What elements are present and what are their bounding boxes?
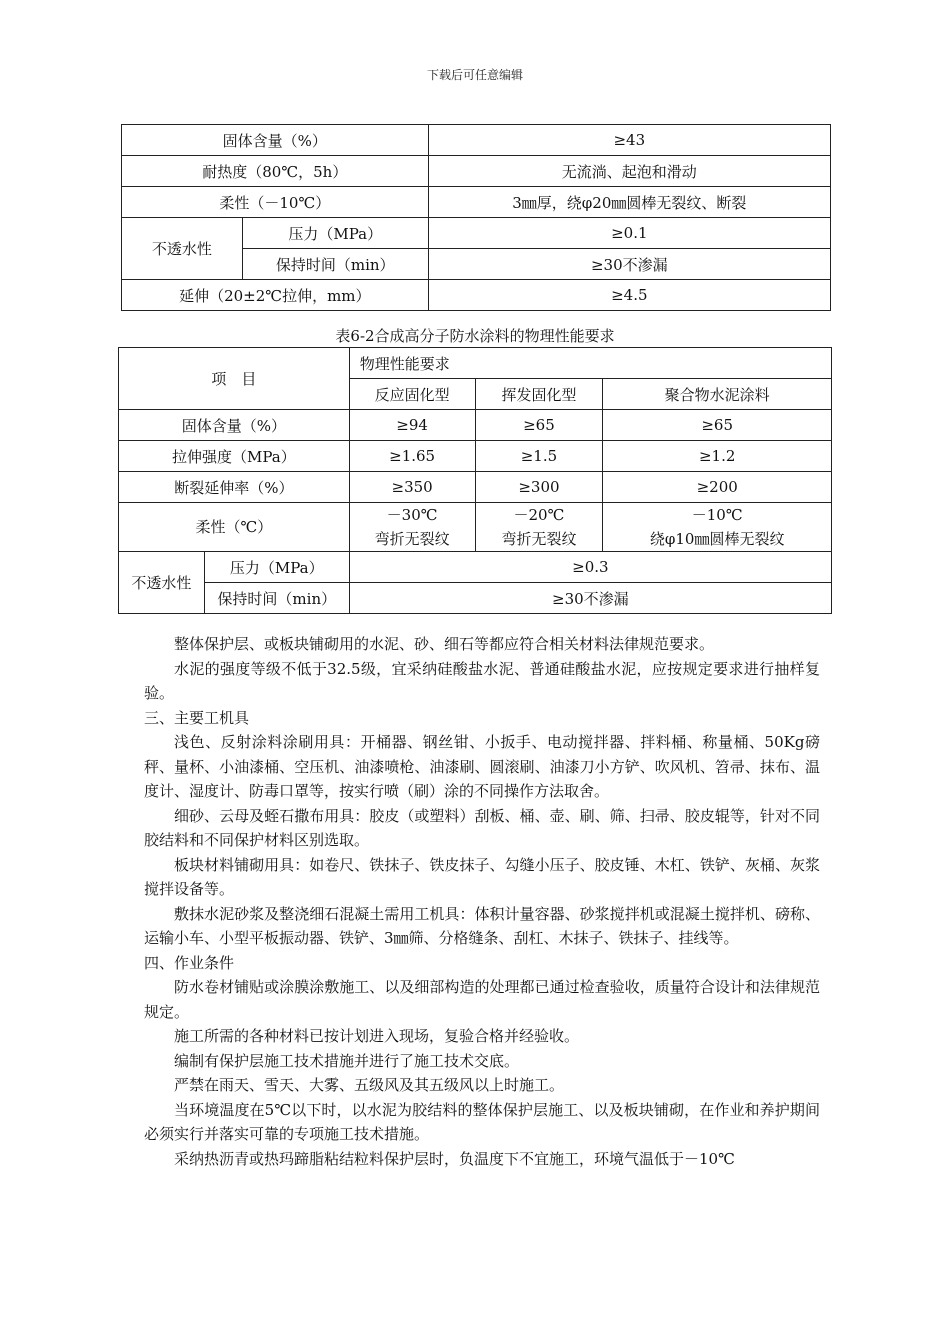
- cell-value: ≥350: [349, 472, 475, 503]
- table-row: [122, 156, 831, 187]
- time-label: 保持时间（min）: [242, 249, 428, 280]
- flex-value: [349, 503, 475, 552]
- paragraph: 细砂、云母及蛭石撒布用具：胶皮（或塑料）刮板、桶、壶、刷、筛、扫帚、胶皮辊等，针对不同胶结料和不同保护材料区别选取。: [144, 806, 820, 849]
- row-label: 固体含量（%）: [122, 125, 429, 156]
- cell-value: ≥65: [603, 410, 832, 441]
- elongation-value: ≥4.5: [428, 280, 830, 311]
- paragraph: 浅色、反射涂料涂刷用具：开桶器、钢丝钳、小扳手、电动搅拌器、拌料桶、称量桶、50Kg磅秤、量杯、小油漆桶、空压机、油漆喷枪、油漆刷、圆滚刷、油漆刀小方铲、吹风机、笤帚、抹布、温度计、湿度计、防毒口罩等，按实行喷（刷）涂的不同操作方法取舍。: [144, 733, 820, 800]
- paragraph: 敷抹水泥砂浆及整浇细石混凝土需用工机具：体积计量容器、砂浆搅拌机或混凝土搅拌机、磅称、运输小车、小型平板振动器、铁铲、3㎜筛、分格缝条、刮杠、木抹子、铁抹子、挂线等。: [144, 904, 820, 947]
- pressure-value: ≥0.3: [349, 552, 831, 583]
- paragraph: 水泥的强度等级不低于32.5级，宜采纳硅酸盐水泥、普通硅酸盐水泥，应按规定要求进行抽样复验。: [144, 659, 820, 702]
- flex-value: [475, 503, 603, 552]
- pressure-label: 压力（MPa）: [204, 552, 349, 583]
- row-label: 拉伸强度（MPa）: [119, 441, 350, 472]
- table-caption: 表6-2合成高分子防水涂料的物理性能要求: [335, 327, 615, 345]
- flex-desc: 弯折无裂纹: [374, 530, 450, 548]
- body-text: [144, 632, 820, 1171]
- row-value: ≥43: [428, 125, 830, 156]
- column-header: 反应固化型: [349, 379, 475, 410]
- column-header: 聚合物水泥涂料: [603, 379, 832, 410]
- waterproof-coating-table-2: [118, 347, 832, 614]
- cell-value: ≥200: [603, 472, 832, 503]
- row-label: 断裂延伸率（%）: [119, 472, 350, 503]
- flex-value: [603, 503, 832, 552]
- pressure-value: ≥0.1: [428, 218, 830, 249]
- paragraph: 编制有保护层施工技术措施并进行了施工技术交底。: [174, 1051, 520, 1070]
- row-label: 柔性（－10℃）: [122, 187, 429, 218]
- cell-value: ≥94: [349, 410, 475, 441]
- paragraph: 整体保护层、或板块铺砌用的水泥、砂、细石等都应符合相关材料法律规范要求。: [174, 635, 715, 653]
- paragraph: 采纳热沥青或热玛蹄脂粘结粒料保护层时，负温度下不宜施工，环境气温低于－10℃: [174, 1149, 735, 1168]
- cell-value: ≥1.65: [349, 441, 475, 472]
- time-value: ≥30不渗漏: [428, 249, 830, 280]
- paragraph: 严禁在雨天、雪天、大雾、五级风及其五级风以上时施工。: [174, 1076, 565, 1094]
- item-header: 项 目: [119, 348, 350, 410]
- flex-temp: －20℃: [513, 506, 565, 524]
- cell-value: ≥1.5: [475, 441, 603, 472]
- table-row: [119, 503, 832, 552]
- flex-temp: －10℃: [691, 506, 743, 524]
- flex-desc: 绕φ10㎜圆棒无裂纹: [649, 530, 785, 548]
- paragraph: 防水卷材铺贴或涂膜涂敷施工、以及细部构造的处理都已通过检查验收，质量符合设计和法律规范规定。: [144, 978, 820, 1021]
- pressure-label: 压力（MPa）: [242, 218, 428, 249]
- time-value: ≥30不渗漏: [349, 583, 831, 614]
- table-row: [119, 410, 832, 441]
- cell-value: ≥1.2: [603, 441, 832, 472]
- table-row: [122, 218, 831, 249]
- column-header: 挥发固化型: [475, 379, 603, 410]
- table-row: [122, 187, 831, 218]
- table-row: [119, 552, 832, 583]
- section-heading: 三、主要工机具: [144, 708, 250, 727]
- paragraph: 当环境温度在5℃以下时，以水泥为胶结料的整体保护层施工、以及板块铺砌，在作业和养护期间必须实行并落实可靠的专项施工技术措施。: [144, 1100, 820, 1143]
- row-label: 耐热度（80℃，5h）: [122, 156, 429, 187]
- table-row: [122, 125, 831, 156]
- waterproof-coating-table-1: [121, 124, 831, 311]
- table-row: [119, 583, 832, 614]
- paragraph: 板块材料铺砌用具：如卷尺、铁抹子、铁皮抹子、勾缝小压子、胶皮锤、木杠、铁铲、灰桶、灰浆搅拌设备等。: [144, 855, 820, 898]
- flex-desc: 弯折无裂纹: [501, 530, 577, 548]
- header-note: 下载后可任意编辑: [426, 68, 523, 82]
- requirement-header: 物理性能要求: [349, 348, 831, 379]
- paragraph: 施工所需的各种材料已按计划进入现场，复验合格并经验收。: [174, 1027, 580, 1045]
- impermeability-label: 不透水性: [122, 218, 243, 280]
- row-value: 无流淌、起泡和滑动: [428, 156, 830, 187]
- table-row: [122, 280, 831, 311]
- flex-temp: －30℃: [386, 506, 438, 524]
- row-label: 固体含量（%）: [119, 410, 350, 441]
- table-row: [119, 441, 832, 472]
- row-value: 3㎜厚，绕φ20㎜圆棒无裂纹、断裂: [428, 187, 830, 218]
- elongation-label: 延伸（20±2℃拉伸，mm）: [122, 280, 429, 311]
- table-header-row: [119, 348, 832, 379]
- cell-value: ≥300: [475, 472, 603, 503]
- table-row: [119, 472, 832, 503]
- section-heading: 四、作业条件: [144, 953, 235, 972]
- impermeability-label: 不透水性: [119, 552, 205, 614]
- time-label: 保持时间（min）: [204, 583, 349, 614]
- flex-label: 柔性（℃）: [119, 503, 350, 552]
- cell-value: ≥65: [475, 410, 603, 441]
